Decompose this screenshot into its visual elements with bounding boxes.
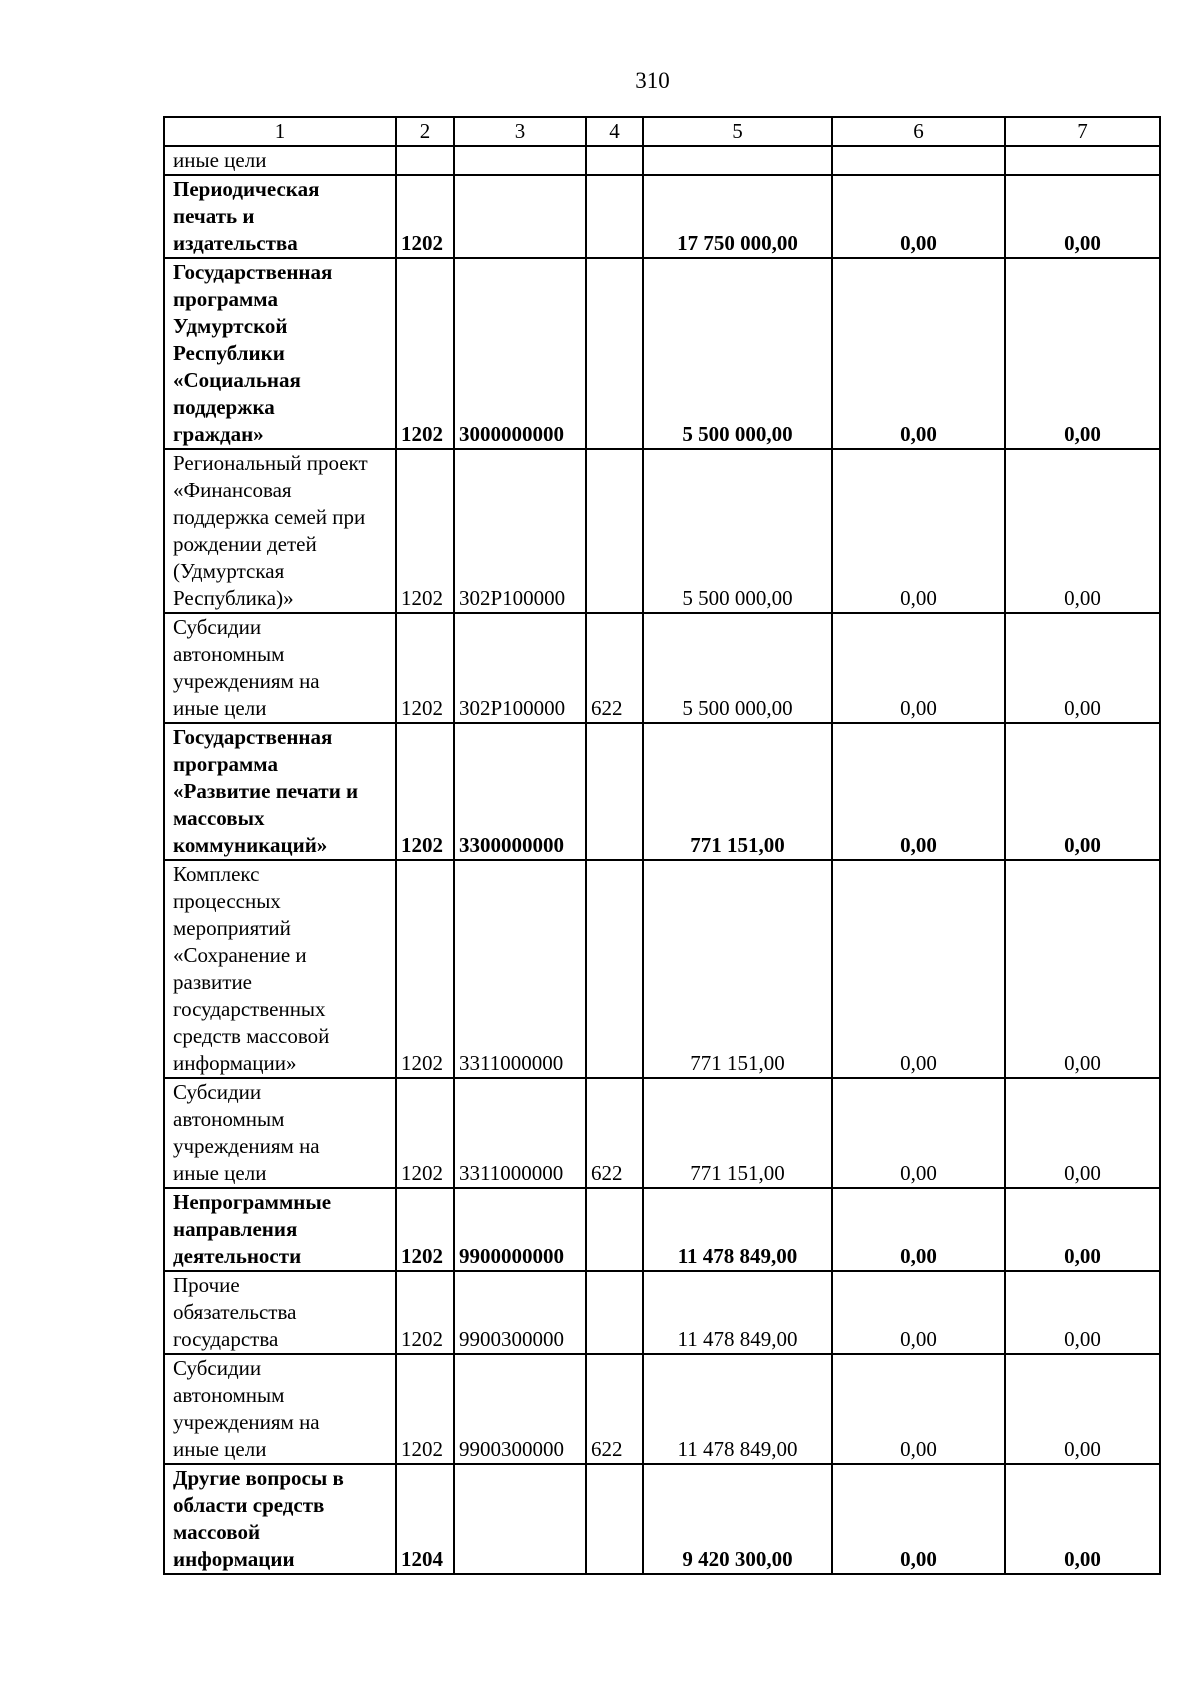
- table-row: [164, 1078, 1160, 1188]
- amount-col5-cell: 5 500 000,00: [643, 449, 832, 613]
- expense-type-cell: [586, 258, 643, 449]
- section-code-cell: 1202: [396, 175, 454, 258]
- row-name-cell: Комплекс процессных мероприятий «Сохранение и развитие государственных средств массовой информации»: [164, 860, 396, 1078]
- table-row: [164, 1464, 1160, 1574]
- expense-type-cell: [586, 449, 643, 613]
- amount-col6-cell: 0,00: [832, 175, 1005, 258]
- amount-col7-cell: 0,00: [1005, 1464, 1160, 1574]
- row-name-cell: Государственная программа «Развитие печати и массовых коммуникаций»: [164, 723, 396, 860]
- amount-col7-cell: 0,00: [1005, 258, 1160, 449]
- target-article-cell: 302P100000: [454, 613, 586, 723]
- expense-type-cell: [586, 146, 643, 175]
- table-row: [164, 449, 1160, 613]
- amount-col5-cell: 9 420 300,00: [643, 1464, 832, 1574]
- row-name-cell: Субсидии автономным учреждениям на иные цели: [164, 613, 396, 723]
- amount-col6-cell: 0,00: [832, 613, 1005, 723]
- amount-col5-cell: 771 151,00: [643, 860, 832, 1078]
- amount-col7-cell: 0,00: [1005, 1354, 1160, 1464]
- target-article-cell: 9900000000: [454, 1188, 586, 1271]
- target-article-cell: 9900300000: [454, 1354, 586, 1464]
- row-name-cell: Региональный проект «Финансовая поддержка семей при рождении детей (Удмуртская Республика)»: [164, 449, 396, 613]
- amount-col7-cell: 0,00: [1005, 1188, 1160, 1271]
- amount-col7-cell: 0,00: [1005, 449, 1160, 613]
- section-code-cell: 1202: [396, 613, 454, 723]
- section-code-cell: 1202: [396, 1354, 454, 1464]
- expense-type-cell: 622: [586, 1078, 643, 1188]
- amount-col6-cell: 0,00: [832, 1078, 1005, 1188]
- amount-col5-cell: 11 478 849,00: [643, 1271, 832, 1354]
- row-name-cell: Субсидии автономным учреждениям на иные цели: [164, 1078, 396, 1188]
- table-header-row: [164, 117, 1160, 146]
- table-row: [164, 860, 1160, 1078]
- table-row: [164, 1271, 1160, 1354]
- expense-type-cell: 622: [586, 613, 643, 723]
- amount-col5-cell: 5 500 000,00: [643, 613, 832, 723]
- amount-col5-cell: [643, 146, 832, 175]
- section-code-cell: 1202: [396, 860, 454, 1078]
- section-code-cell: 1202: [396, 449, 454, 613]
- row-name-cell: Прочие обязательства государства: [164, 1271, 396, 1354]
- table-row: [164, 258, 1160, 449]
- section-code-cell: 1202: [396, 1271, 454, 1354]
- expense-type-cell: [586, 860, 643, 1078]
- section-code-cell: 1202: [396, 723, 454, 860]
- amount-col7-cell: 0,00: [1005, 613, 1160, 723]
- amount-col6-cell: 0,00: [832, 449, 1005, 613]
- expense-type-cell: [586, 723, 643, 860]
- table-row: [164, 146, 1160, 175]
- amount-col7-cell: 0,00: [1005, 1271, 1160, 1354]
- table-row: [164, 613, 1160, 723]
- amount-col7-cell: 0,00: [1005, 860, 1160, 1078]
- row-name-cell: Другие вопросы в области средств массовой информации: [164, 1464, 396, 1574]
- amount-col5-cell: 771 151,00: [643, 723, 832, 860]
- section-code-cell: 1202: [396, 1188, 454, 1271]
- column-header-1: 1: [164, 117, 396, 146]
- target-article-cell: [454, 1464, 586, 1574]
- expense-type-cell: 622: [586, 1354, 643, 1464]
- amount-col6-cell: 0,00: [832, 1464, 1005, 1574]
- column-header-7: 7: [1005, 117, 1160, 146]
- amount-col6-cell: 0,00: [832, 723, 1005, 860]
- page-number: 310: [635, 68, 670, 93]
- target-article-cell: 3000000000: [454, 258, 586, 449]
- amount-col7-cell: 0,00: [1005, 723, 1160, 860]
- target-article-cell: 302P100000: [454, 449, 586, 613]
- amount-col5-cell: 17 750 000,00: [643, 175, 832, 258]
- column-header-2: 2: [396, 117, 454, 146]
- section-code-cell: 1202: [396, 258, 454, 449]
- amount-col7-cell: 0,00: [1005, 1078, 1160, 1188]
- target-article-cell: [454, 146, 586, 175]
- row-name-cell: Непрограммные направления деятельности: [164, 1188, 396, 1271]
- column-header-6: 6: [832, 117, 1005, 146]
- column-header-5: 5: [643, 117, 832, 146]
- target-article-cell: 3311000000: [454, 1078, 586, 1188]
- amount-col7-cell: [1005, 146, 1160, 175]
- amount-col6-cell: [832, 146, 1005, 175]
- column-header-3: 3: [454, 117, 586, 146]
- amount-col5-cell: 11 478 849,00: [643, 1354, 832, 1464]
- amount-col5-cell: 771 151,00: [643, 1078, 832, 1188]
- amount-col7-cell: 0,00: [1005, 175, 1160, 258]
- table-row: [164, 723, 1160, 860]
- amount-col6-cell: 0,00: [832, 1188, 1005, 1271]
- column-header-4: 4: [586, 117, 643, 146]
- section-code-cell: 1202: [396, 1078, 454, 1188]
- target-article-cell: 9900300000: [454, 1271, 586, 1354]
- amount-col5-cell: 11 478 849,00: [643, 1188, 832, 1271]
- row-name-cell: иные цели: [164, 146, 396, 175]
- amount-col6-cell: 0,00: [832, 258, 1005, 449]
- amount-col6-cell: 0,00: [832, 860, 1005, 1078]
- amount-col6-cell: 0,00: [832, 1271, 1005, 1354]
- section-code-cell: [396, 146, 454, 175]
- expense-type-cell: [586, 1271, 643, 1354]
- target-article-cell: 3300000000: [454, 723, 586, 860]
- expense-type-cell: [586, 1188, 643, 1271]
- row-name-cell: Периодическая печать и издательства: [164, 175, 396, 258]
- row-name-cell: Субсидии автономным учреждениям на иные цели: [164, 1354, 396, 1464]
- row-name-cell: Государственная программа Удмуртской Республики «Социальная поддержка граждан»: [164, 258, 396, 449]
- amount-col6-cell: 0,00: [832, 1354, 1005, 1464]
- amount-col5-cell: 5 500 000,00: [643, 258, 832, 449]
- target-article-cell: 3311000000: [454, 860, 586, 1078]
- expense-type-cell: [586, 1464, 643, 1574]
- section-code-cell: 1204: [396, 1464, 454, 1574]
- expense-type-cell: [586, 175, 643, 258]
- table-row: [164, 175, 1160, 258]
- table-row: [164, 1354, 1160, 1464]
- table-row: [164, 1188, 1160, 1271]
- target-article-cell: [454, 175, 586, 258]
- budget-table: [163, 116, 1161, 1575]
